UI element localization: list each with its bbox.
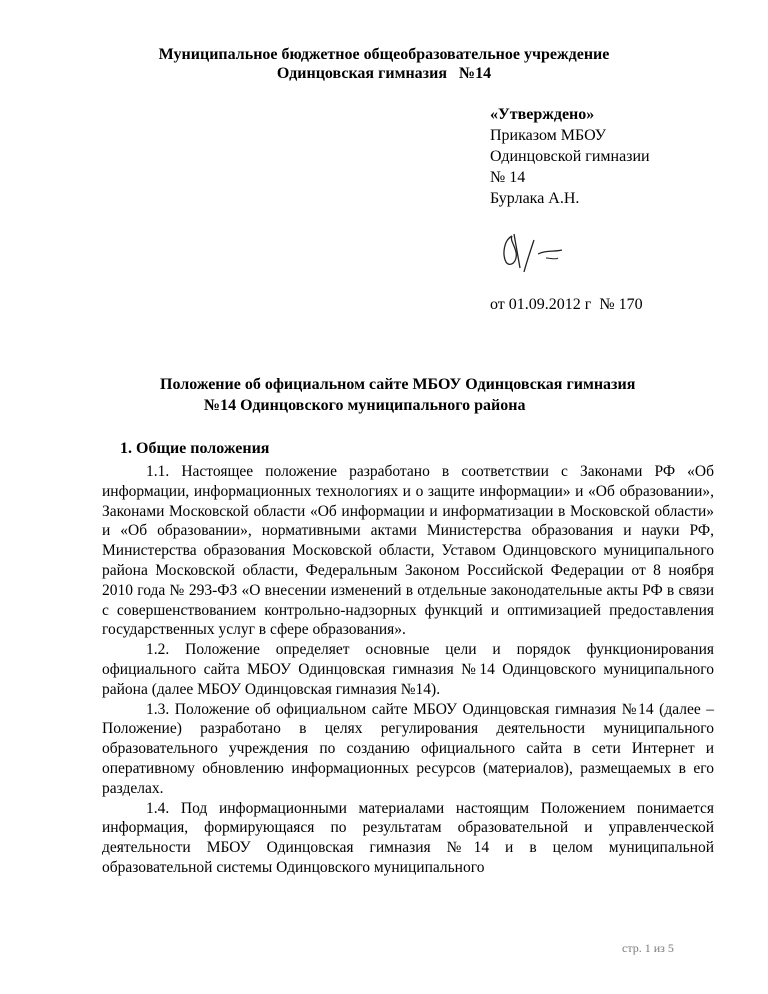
approval-line-2: Одинцовской гимназии	[490, 148, 650, 165]
approval-line-4: Бурлака А.Н.	[490, 190, 580, 207]
section-body	[102, 462, 714, 878]
paragraph-1-1: 1.1. Настоящее положение разработано в соответствии с Законами РФ «Об информации, информационных технологиях и о защите информации» и «Об образовании», Законами Московской области «Об информации и информатизации в Московской области» и «Об образовании», нормативными актами Министерства образования и науки РФ, Министерства образования Московской области, Уставом Одинцовского муниципального района Московской области, Федеральным Законом Российской Федерации от 8 ноября 2010 года № 293-ФЗ «О внесении изменений в отдельные законодательные акты РФ в связи с совершенствованием контрольно-надзорных функций и оптимизацией предоставления государственных услуг в сфере образования».	[102, 463, 714, 639]
approval-title: «Утверждено»	[490, 106, 595, 123]
document-title-line1: Положение об официальном сайте МБОУ Одинцовская гимназия	[160, 376, 636, 393]
order-number: от 01.09.2012 г № 170	[490, 296, 643, 313]
document-title-line2: №14 Одинцовского муниципального района	[204, 397, 526, 414]
paragraph-1-4: 1.4. Под информационными материалами настоящим Положением понимается информация, формирующаяся по результатам образовательной и управленческой деятельности МБОУ Одинцовская гимназия №14 и в целом муниципальной образовательной системы Одинцовского муниципального	[102, 799, 714, 876]
approval-line-1: Приказом МБОУ	[490, 127, 607, 144]
section-heading: 1. Общие положения	[120, 440, 270, 457]
handwritten-signature	[490, 222, 580, 282]
document-title	[140, 374, 720, 416]
institution-name-line2: Одинцовская гимназия №14	[276, 65, 492, 82]
approval-block	[490, 104, 650, 209]
paragraph-1-3: 1.3. Положение об официальном сайте МБОУ Одинцовская гимназия №14 (далее – Положение) разработано в целях регулирования деятельности муниципального образовательного учреждения по созданию официального сайта в сети Интернет и оперативному обновлению информационных ресурсов (материалов), размещаемых в его разделах.	[102, 700, 714, 797]
approval-line-3: № 14	[490, 169, 526, 186]
institution-header	[60, 45, 708, 83]
page-number: стр. 1 из 5	[622, 941, 674, 955]
paragraph-1-2: 1.2. Положение определяет основные цели и порядок функционирования официального сайта МБОУ Одинцовская гимназия №14 Одинцовского муниципального района (далее МБОУ Одинцовская гимназия №14).	[102, 641, 714, 698]
institution-name-line1: Муниципальное бюджетное общеобразовательное учреждение	[158, 46, 610, 63]
